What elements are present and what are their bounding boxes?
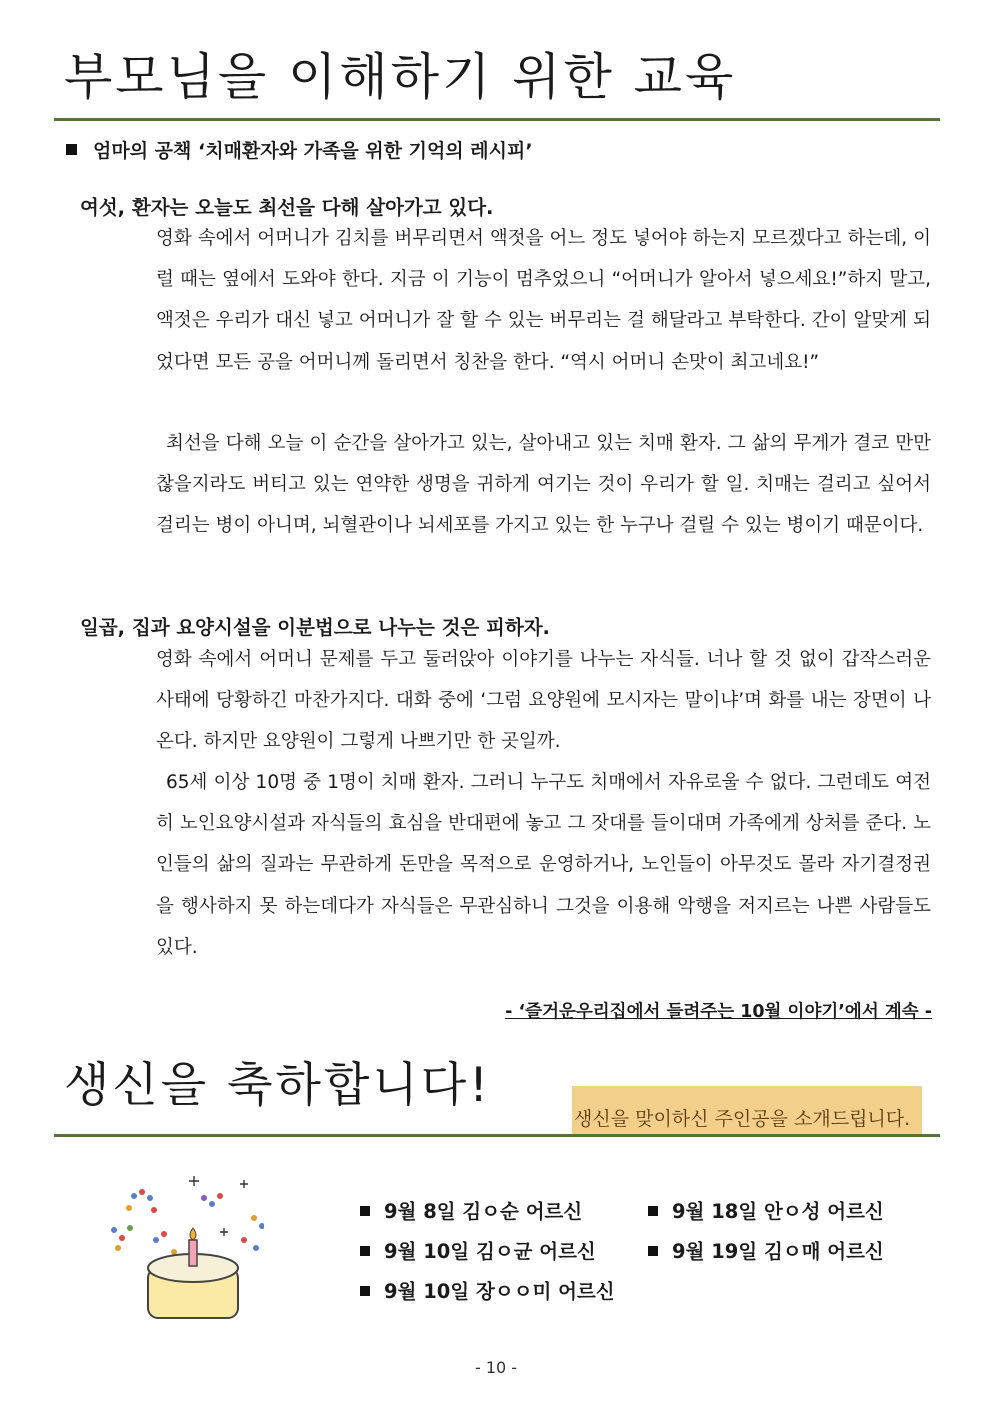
birthday-item: [360, 1236, 596, 1264]
birthday-item: [648, 1236, 884, 1264]
bullet-square-icon: [360, 1286, 370, 1296]
birthday-text: 9월 19일 김ㅇ매 어르신: [672, 1240, 884, 1263]
title-divider: [54, 118, 940, 121]
birthday-item: [648, 1196, 884, 1224]
confetti-dots: [111, 1189, 264, 1255]
topic7-paragraph1: 영화 속에서 어머니 문제를 두고 둘러앉아 이야기를 나누는 자식들. 너나 할 것 없이 갑작스러운 사태에 당황하긴 마찬가지다. 대화 중에 ‘그럼 요양원에 모시자는 말이냐’며 화를 내는 장면이 나온다. 하지만 요양원이 그렇게 나쁘기만 한 곳일까.: [156, 649, 931, 753]
source-note: - ‘즐거운우리집에서 들려주는 10월 이야기’에서 계속 -: [505, 1002, 932, 1022]
candle: [189, 1240, 197, 1266]
birthday-cake-icon: [94, 1168, 264, 1328]
page-number: - 10 -: [474, 1358, 518, 1377]
birthday-divider: [54, 1134, 940, 1137]
bullet-square-icon: [648, 1246, 658, 1256]
sparkle-icons: [189, 1176, 248, 1236]
birthday-text: 9월 10일 장ㅇㅇ미 어르신: [384, 1280, 615, 1303]
topic6-paragraph1: 영화 속에서 어머니가 김치를 버무리면서 액젓을 어느 정도 넣어야 하는지 모르겠다고 하는데, 이럴 때는 옆에서 도와야 한다. 지금 이 기능이 멈추었으니 “어머니가 알아서 넣으세요!”하지 말고, 액젓은 우리가 대신 넣고 어머니가 잘 할 수 있는 버무리는 걸 해달라고 부탁한다. 간이 알맞게 되었다면 모든 공을 어머니께 돌리면서 칭찬을 한다. “역시 어머니 손맛이 최고네요!”: [156, 228, 931, 373]
topic7-paragraph2: 65세 이상 10명 중 1명이 치매 환자. 그러니 누구도 치매에서 자유로울 수 없다. 그런데도 여전히 노인요양시설과 자식들의 효심을 반대편에 놓고 그 잣대를 들이대며 가족에게 상처를 준다. 노인들의 삶의 질과는 무관하게 돈만을 목적으로 운영하거나, 노인들이 아무것도 몰라 자기결정권을 행사하지 못 하는데다가 자식들은 무관심하니 그것을 이용해 악행을 저지르는 나쁜 사람들도 있다.: [156, 772, 931, 958]
birthday-text: 9월 18일 안ㅇ성 어르신: [672, 1200, 884, 1223]
subtitle-text: 엄마의 공책 ‘치매환자와 가족을 위한 기억의 레시피’: [93, 140, 533, 162]
birthday-text: 9월 10일 김ㅇ균 어르신: [384, 1240, 596, 1263]
birthday-item: [360, 1276, 615, 1304]
birthday-intro-text: 생신을 맞이하신 주인공을 소개드립니다.: [574, 1108, 911, 1130]
bullet-square-icon: [360, 1206, 370, 1216]
birthday-text: 9월 8일 김ㅇ순 어르신: [384, 1200, 583, 1223]
page-title: 부모님을 이해하기 위한 교육: [64, 48, 737, 106]
topic7-heading: 일곱, 집과 요양시설을 이분법으로 나누는 것은 피하자.: [80, 616, 550, 639]
bullet-square-icon: [648, 1206, 658, 1216]
topic6-heading: 여섯, 환자는 오늘도 최선을 다해 살아가고 있다.: [80, 196, 494, 219]
bullet-square-icon: [360, 1246, 370, 1256]
birthday-item: [360, 1196, 582, 1224]
topic6-paragraph2: 최선을 다해 오늘 이 순간을 살아가고 있는, 살아내고 있는 치매 환자. 그 삶의 무게가 결코 만만찮을지라도 버티고 있는 연약한 생명을 귀하게 여기는 것이 우리가 할 일. 치매는 걸리고 싶어서 걸리는 병이 아니며, 뇌혈관이나 뇌세포를 가지고 있는 한 누구나 걸릴 수 있는 병이기 때문이다.: [156, 433, 931, 537]
birthday-intro-box: [572, 1086, 922, 1134]
section-subtitle: [66, 136, 533, 163]
bullet-square-icon: [66, 144, 77, 155]
candle-flame: [190, 1228, 196, 1240]
birthday-title: 생신을 축하합니다!: [64, 1058, 491, 1113]
